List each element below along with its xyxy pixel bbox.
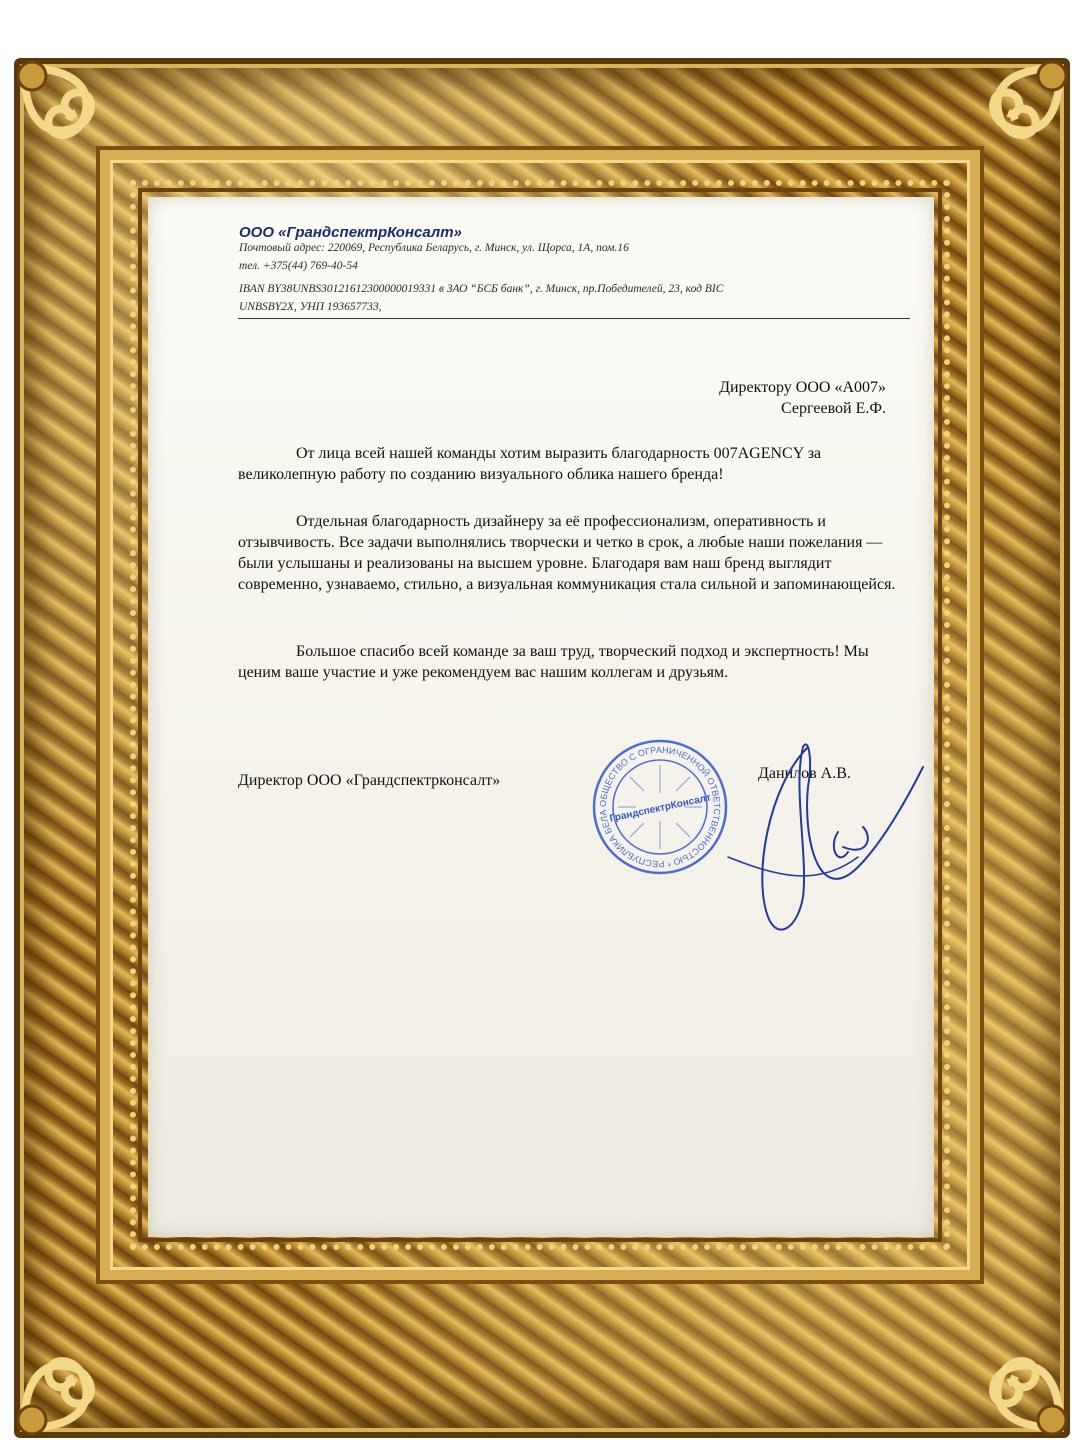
frame-corner-ornament-bottom-left	[14, 1288, 164, 1438]
handwritten-signature	[658, 727, 934, 957]
letterhead-bank-line-1: IBAN BY38UNBS30121612300000019331 в ЗАО “БСБ банк”, г. Минск, пр.Победителей, 23, код BIC	[239, 283, 724, 295]
letterhead-phone: тел. +375(44) 769-40-54	[239, 260, 358, 272]
frame-corner-ornament-bottom-right	[920, 1288, 1070, 1438]
body-paragraph-1: От лица всей нашей команды хотим выразить благодарность 007AGENCY за великолепную работу по созданию визуального облика нашего бренда!	[238, 445, 822, 483]
stamp-center-text: ГрандспектрКонсалт	[608, 792, 712, 825]
letterhead-company: ООО «ГрандспектрКонсалт»	[239, 224, 462, 241]
body-paragraph-2: Отдельная благодарность дизайнеру за её профессионализм, оперативность и отзывчивость. Все задачи выполнялись творчески и четко в срок, а любые наши пожелания — были услышаны и реализованы на высшем уровне. Благодаря вам наш бренд выглядит современно, узнаваемо, стильно, а визуальная коммуникация стала сильной и запоминающейся.	[238, 513, 896, 593]
addressee-position: Директору ООО «А007»	[719, 379, 886, 396]
letterhead-postal-address: Почтовый адрес: 220069, Республика Беларусь, г. Минск, ул. Щорса, 1А, пом.16	[239, 242, 629, 254]
letterhead-bank-line-2: UNBSBY2X, УНП 193657733,	[239, 301, 382, 313]
letterhead-divider	[238, 318, 910, 319]
body-paragraph-3: Большое спасибо всей команде за ваш труд, творческий подход и экспертность! Мы ценим ваше участие и уже рекомендуем вас нашим коллегам и друзьям.	[238, 643, 869, 681]
letter-page	[148, 197, 934, 1237]
signatory-name: Данилов А.В.	[758, 765, 851, 782]
frame-corner-ornament-top-right	[920, 58, 1070, 208]
addressee-name: Сергеевой Е.Ф.	[781, 400, 886, 417]
signatory-title: Директор ООО «Грандспектрконсалт»	[238, 772, 501, 789]
addressee-block	[719, 377, 886, 419]
frame-corner-ornament-top-left	[14, 58, 164, 208]
stamp-ring-text: ОБЩЕСТВО С ОГРАНИЧЕННОЙ ОТВЕТСТВЕННОСТЬЮ * РЕСПУБЛИКА БЕЛАРУСЬ * ГОРОД МИНСК *	[586, 729, 723, 870]
